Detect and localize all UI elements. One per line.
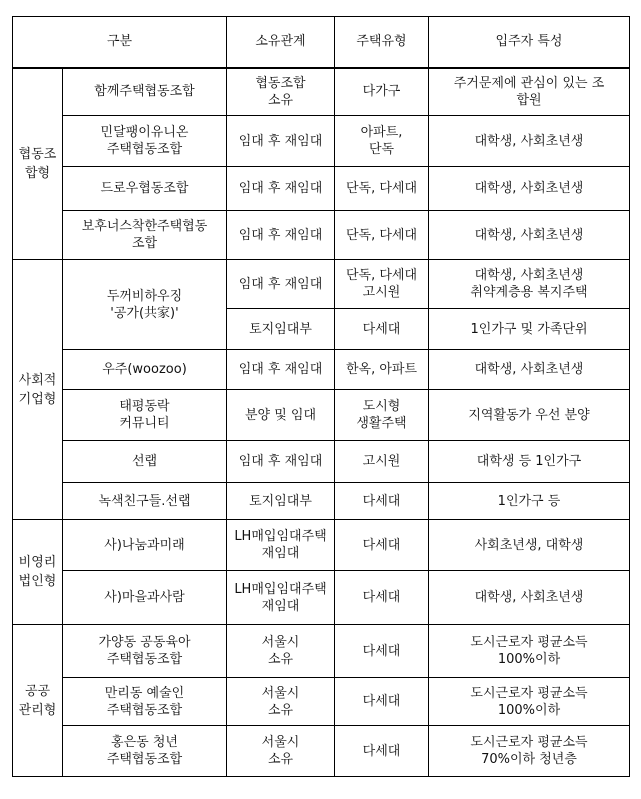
tenant-cell: 도시근로자 평균소득 70%이하 청년층	[429, 726, 630, 777]
housing-type-cell: 단독, 다세대	[335, 167, 429, 211]
tenant-cell: 사회초년생, 대학생	[429, 520, 630, 571]
org-name-cell: 우주(woozoo)	[63, 350, 227, 390]
ownership-cell: 서울시 소유	[227, 678, 335, 726]
group-label-cooperative: 협동조 합형	[13, 68, 63, 260]
header-housing-type: 주택유형	[335, 17, 429, 68]
tenant-cell: 도시근로자 평균소득 100%이하	[429, 625, 630, 678]
table-row	[13, 571, 630, 625]
ownership-cell: 임대 후 재임대	[227, 441, 335, 483]
tenant-cell: 대학생 등 1인가구	[429, 441, 630, 483]
org-name-cell: 녹색친구들.선랩	[63, 483, 227, 520]
housing-type-cell: 아파트, 단독	[335, 116, 429, 167]
group-label-social-enterprise: 사회적 기업형	[13, 260, 63, 520]
table-row	[13, 678, 630, 726]
table-row	[13, 441, 630, 483]
org-name-cell: 두꺼비하우징 '공가(共家)'	[63, 260, 227, 350]
housing-comparison-sheet	[12, 16, 630, 777]
tenant-cell: 대학생, 사회초년생	[429, 350, 630, 390]
header-group: 구분	[13, 17, 227, 68]
housing-type-cell: 다세대	[335, 571, 429, 625]
tenant-cell: 1인가구 및 가족단위	[429, 309, 630, 350]
ownership-cell: LH매입임대주택 재임대	[227, 571, 335, 625]
org-name-cell: 사)나눔과미래	[63, 520, 227, 571]
table-row	[13, 260, 630, 309]
ownership-cell: 서울시 소유	[227, 625, 335, 678]
org-name-cell: 홍은동 청년 주택협동조합	[63, 726, 227, 777]
header-tenant: 입주자 특성	[429, 17, 630, 68]
housing-type-cell: 다세대	[335, 483, 429, 520]
org-name-cell: 선랩	[63, 441, 227, 483]
tenant-cell: 대학생, 사회초년생	[429, 571, 630, 625]
housing-type-cell: 단독, 다세대 고시원	[335, 260, 429, 309]
ownership-cell: 임대 후 재임대	[227, 260, 335, 309]
ownership-cell: 분양 및 임대	[227, 390, 335, 441]
housing-type-cell: 다세대	[335, 625, 429, 678]
org-name-cell: 함께주택협동조합	[63, 68, 227, 116]
header-ownership: 소유관계	[227, 17, 335, 68]
housing-type-cell: 고시원	[335, 441, 429, 483]
table-row	[13, 167, 630, 211]
tenant-cell: 대학생, 사회초년생	[429, 116, 630, 167]
header-row	[13, 17, 630, 68]
ownership-cell: 임대 후 재임대	[227, 350, 335, 390]
ownership-cell: LH매입임대주택 재임대	[227, 520, 335, 571]
housing-type-cell: 한옥, 아파트	[335, 350, 429, 390]
tenant-cell: 1인가구 등	[429, 483, 630, 520]
ownership-cell: 임대 후 재임대	[227, 116, 335, 167]
table-row	[13, 350, 630, 390]
table-row	[13, 625, 630, 678]
table-row	[13, 390, 630, 441]
ownership-cell: 협동조합 소유	[227, 68, 335, 116]
org-name-cell: 드로우협동조합	[63, 167, 227, 211]
tenant-cell: 대학생, 사회초년생	[429, 167, 630, 211]
tenant-cell: 도시근로자 평균소득 100%이하	[429, 678, 630, 726]
tenant-cell: 대학생, 사회초년생 취약계층용 복지주택	[429, 260, 630, 309]
table-row	[13, 211, 630, 260]
housing-comparison-table	[12, 16, 630, 777]
housing-type-cell: 다가구	[335, 68, 429, 116]
org-name-cell: 가양동 공동육아 주택협동조합	[63, 625, 227, 678]
table-row	[13, 68, 630, 116]
org-name-cell: 민달팽이유니온 주택협동조합	[63, 116, 227, 167]
housing-type-cell: 다세대	[335, 726, 429, 777]
table-row	[13, 726, 630, 777]
tenant-cell: 주거문제에 관심이 있는 조 합원	[429, 68, 630, 116]
group-label-nonprofit: 비영리 법인형	[13, 520, 63, 625]
ownership-cell: 임대 후 재임대	[227, 167, 335, 211]
housing-type-cell: 다세대	[335, 309, 429, 350]
org-name-cell: 사)마을과사람	[63, 571, 227, 625]
tenant-cell: 지역활동가 우선 분양	[429, 390, 630, 441]
ownership-cell: 서울시 소유	[227, 726, 335, 777]
housing-type-cell: 다세대	[335, 520, 429, 571]
tenant-cell: 대학생, 사회초년생	[429, 211, 630, 260]
group-label-public: 공공 관리형	[13, 625, 63, 777]
org-name-cell: 태평동락 커뮤니티	[63, 390, 227, 441]
table-row	[13, 483, 630, 520]
housing-type-cell: 단독, 다세대	[335, 211, 429, 260]
housing-type-cell: 다세대	[335, 678, 429, 726]
org-name-cell: 만리동 예술인 주택협동조합	[63, 678, 227, 726]
housing-type-cell: 도시형 생활주택	[335, 390, 429, 441]
ownership-cell: 토지임대부	[227, 309, 335, 350]
org-name-cell: 보후너스착한주택협동 조합	[63, 211, 227, 260]
ownership-cell: 토지임대부	[227, 483, 335, 520]
ownership-cell: 임대 후 재임대	[227, 211, 335, 260]
table-row	[13, 116, 630, 167]
table-row	[13, 520, 630, 571]
